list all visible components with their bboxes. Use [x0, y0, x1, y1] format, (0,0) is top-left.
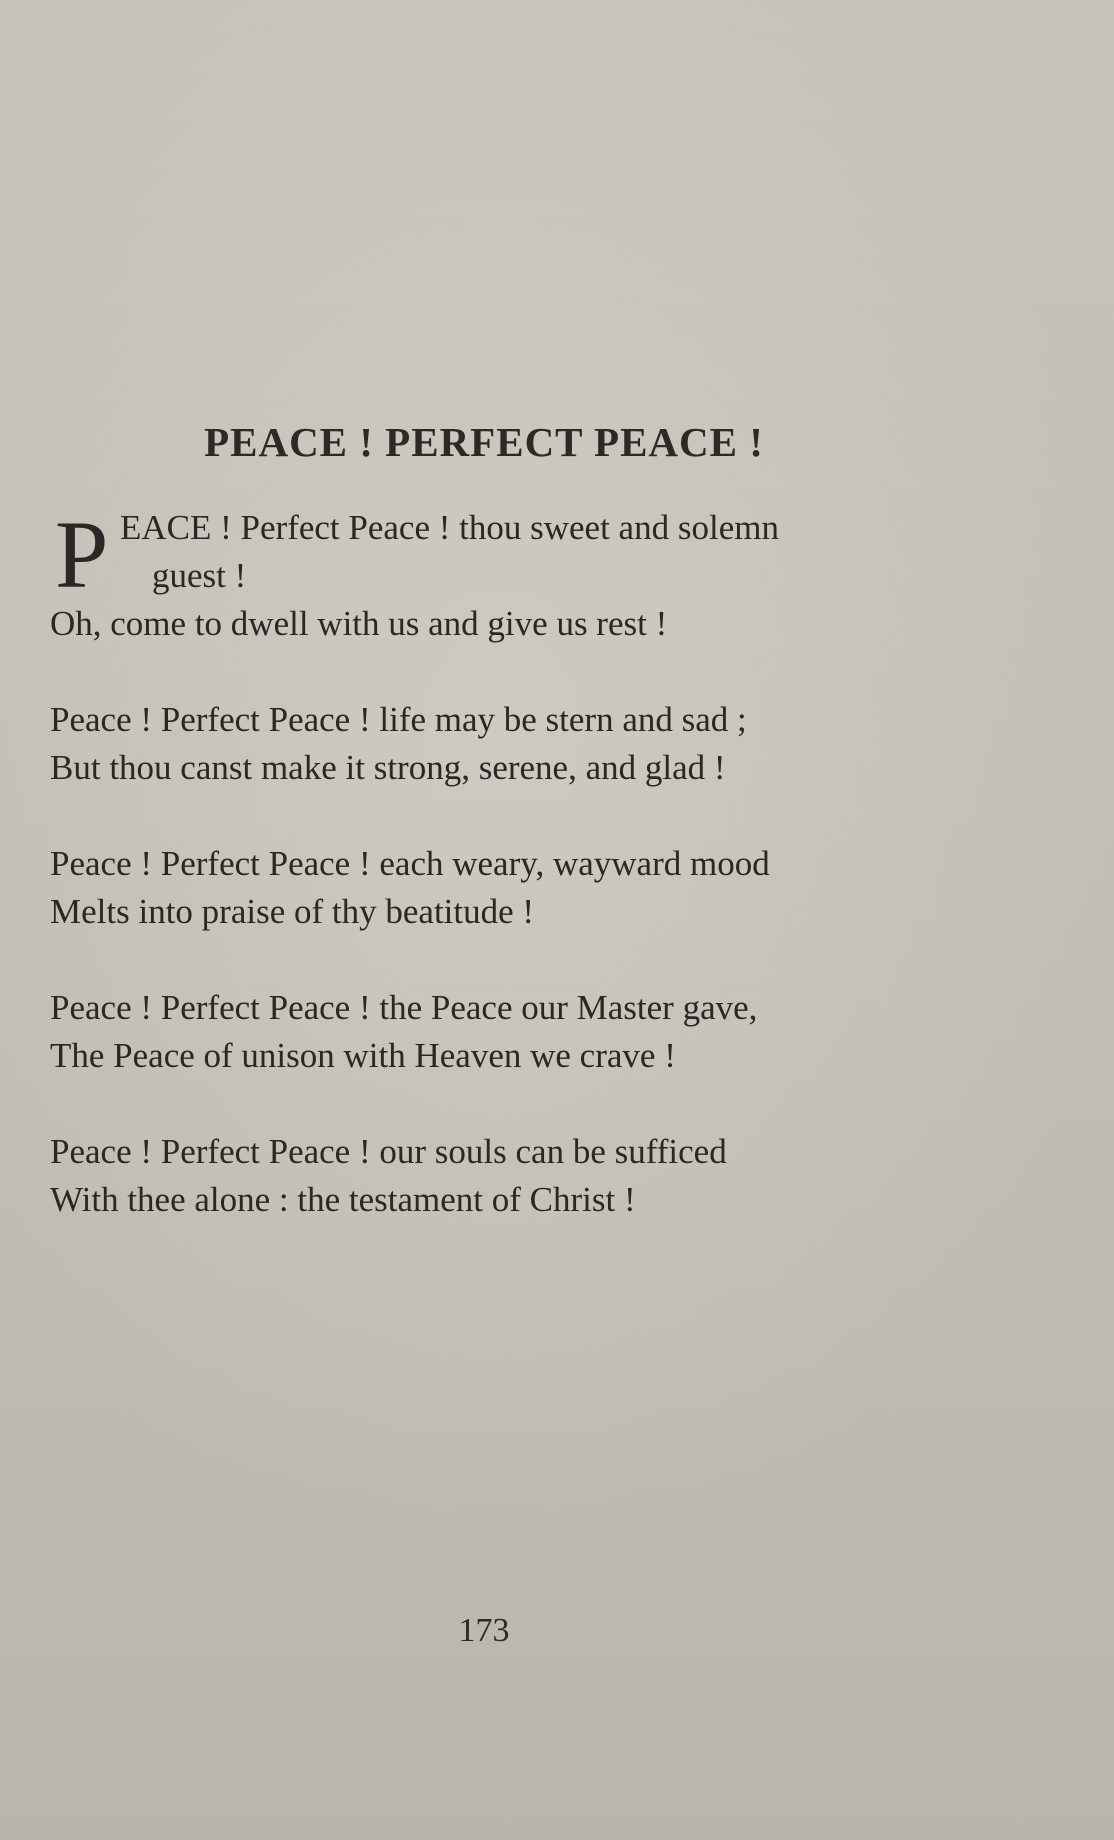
poem-line: Peace ! Perfect Peace ! the Peace our Master gave,: [50, 988, 758, 1027]
poem-line: Peace ! Perfect Peace ! life may be stern and sad ;: [50, 700, 747, 739]
poem-line: guest !: [152, 556, 247, 595]
poem-line: But thou canst make it strong, serene, and glad !: [50, 748, 726, 787]
page-number: 173: [458, 1612, 510, 1649]
poem-line: Peace ! Perfect Peace ! our souls can be sufficed: [50, 1132, 727, 1171]
poem-line: Melts into praise of thy beatitude !: [50, 892, 535, 931]
poem-line: Oh, come to dwell with us and give us rest !: [50, 604, 668, 643]
drop-cap: P: [55, 501, 109, 608]
poem-line: Peace ! Perfect Peace ! each weary, wayward mood: [50, 844, 770, 883]
poem-line: The Peace of unison with Heaven we crave !: [50, 1036, 676, 1075]
poem-line: With thee alone : the testament of Christ !: [50, 1180, 636, 1219]
poem-title: PEACE ! PERFECT PEACE !: [204, 419, 764, 465]
poem-line: EACE ! Perfect Peace ! thou sweet and solemn: [120, 508, 779, 547]
